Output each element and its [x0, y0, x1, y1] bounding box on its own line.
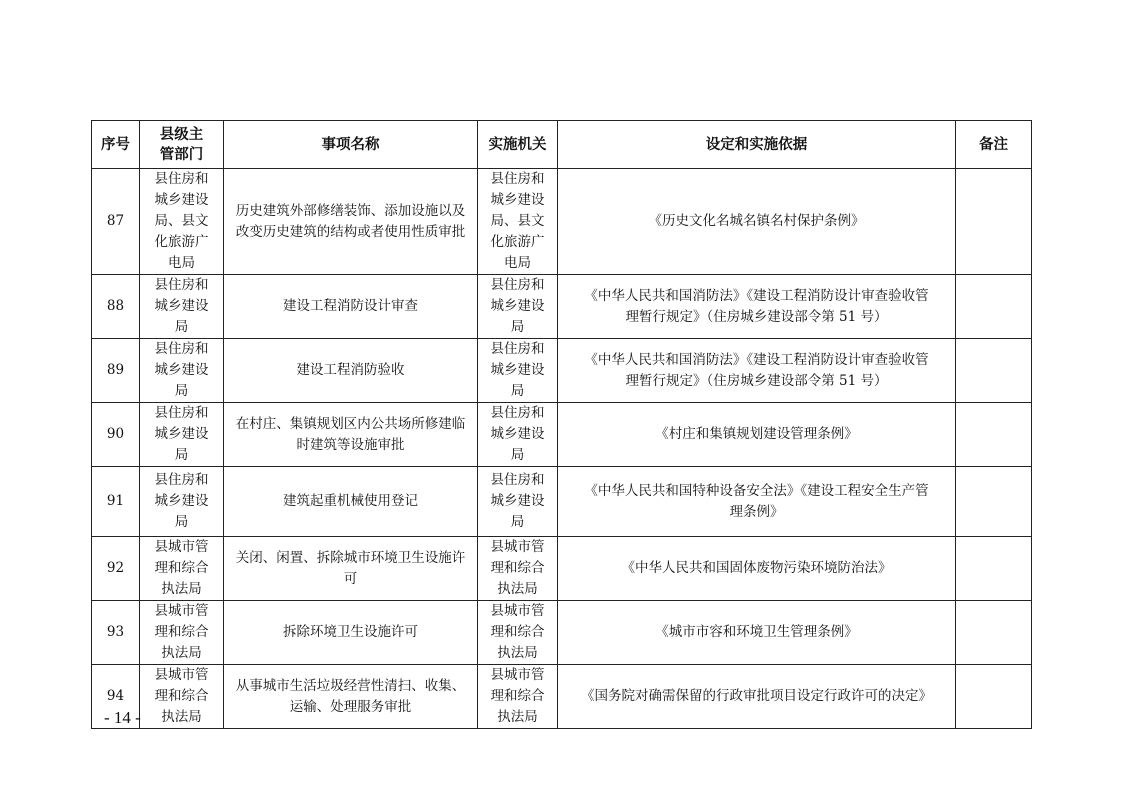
cell-dept: 县住房和城乡建设局 — [140, 339, 224, 403]
cell-no: 90 — [92, 403, 140, 467]
cell-basis: 《中华人民共和国消防法》《建设工程消防设计审查验收管理暂行规定》（住房城乡建设部令第 51 号） — [558, 339, 956, 403]
header-note: 备注 — [956, 121, 1032, 169]
cell-no: 89 — [92, 339, 140, 403]
cell-dept: 县住房和城乡建设局 — [140, 275, 224, 339]
header-basis: 设定和实施依据 — [558, 121, 956, 169]
cell-note — [956, 169, 1032, 275]
cell-item: 拆除环境卫生设施许可 — [224, 601, 478, 665]
cell-agency: 县住房和城乡建设局、县文化旅游广电局 — [478, 169, 558, 275]
cell-agency: 县城市管理和综合执法局 — [478, 601, 558, 665]
cell-item: 从事城市生活垃圾经营性清扫、收集、运输、处理服务审批 — [224, 665, 478, 729]
cell-note — [956, 275, 1032, 339]
cell-dept: 县城市管理和综合执法局 — [140, 601, 224, 665]
cell-item: 历史建筑外部修缮装饰、添加设施以及改变历史建筑的结构或者使用性质审批 — [224, 169, 478, 275]
cell-basis: 《中华人民共和国消防法》《建设工程消防设计审查验收管理暂行规定》（住房城乡建设部令第 51 号） — [558, 275, 956, 339]
cell-item: 在村庄、集镇规划区内公共场所修建临时建筑等设施审批 — [224, 403, 478, 467]
cell-agency: 县城市管理和综合执法局 — [478, 537, 558, 601]
header-no: 序号 — [92, 121, 140, 169]
cell-no: 87 — [92, 169, 140, 275]
cell-note — [956, 537, 1032, 601]
cell-note — [956, 403, 1032, 467]
table-header-row — [92, 121, 1032, 169]
table-row — [92, 601, 1032, 665]
cell-dept: 县住房和城乡建设局、县文化旅游广电局 — [140, 169, 224, 275]
cell-no: 92 — [92, 537, 140, 601]
cell-agency: 县住房和城乡建设局 — [478, 467, 558, 537]
cell-dept: 县住房和城乡建设局 — [140, 467, 224, 537]
cell-dept: 县住房和城乡建设局 — [140, 403, 224, 467]
table-row — [92, 275, 1032, 339]
cell-item: 建设工程消防设计审查 — [224, 275, 478, 339]
table-row — [92, 339, 1032, 403]
cell-basis: 《国务院对确需保留的行政审批项目设定行政许可的决定》 — [558, 665, 956, 729]
header-dept: 县级主管部门 — [140, 121, 224, 169]
table-row — [92, 665, 1032, 729]
cell-basis: 《历史文化名城名镇名村保护条例》 — [558, 169, 956, 275]
cell-note — [956, 601, 1032, 665]
cell-basis: 《中华人民共和国固体废物污染环境防治法》 — [558, 537, 956, 601]
cell-agency: 县城市管理和综合执法局 — [478, 665, 558, 729]
header-item: 事项名称 — [224, 121, 478, 169]
cell-no: 93 — [92, 601, 140, 665]
cell-basis: 《中华人民共和国特种设备安全法》《建设工程安全生产管理条例》 — [558, 467, 956, 537]
cell-no: 94 — [92, 665, 140, 729]
table-row — [92, 169, 1032, 275]
cell-note — [956, 339, 1032, 403]
cell-item: 建设工程消防验收 — [224, 339, 478, 403]
cell-dept: 县城市管理和综合执法局 — [140, 537, 224, 601]
cell-note — [956, 467, 1032, 537]
cell-basis: 《村庄和集镇规划建设管理条例》 — [558, 403, 956, 467]
cell-basis: 《城市市容和环境卫生管理条例》 — [558, 601, 956, 665]
table-row — [92, 403, 1032, 467]
cell-agency: 县住房和城乡建设局 — [478, 275, 558, 339]
cell-note — [956, 665, 1032, 729]
table-row — [92, 467, 1032, 537]
cell-no: 91 — [92, 467, 140, 537]
page-number: - 14 - — [104, 708, 141, 727]
cell-agency: 县住房和城乡建设局 — [478, 403, 558, 467]
cell-dept: 县城市管理和综合执法局 — [140, 665, 224, 729]
table-row — [92, 537, 1032, 601]
items-table — [91, 120, 1032, 729]
cell-no: 88 — [92, 275, 140, 339]
cell-item: 关闭、闲置、拆除城市环境卫生设施许可 — [224, 537, 478, 601]
cell-item: 建筑起重机械使用登记 — [224, 467, 478, 537]
cell-agency: 县住房和城乡建设局 — [478, 339, 558, 403]
header-agency: 实施机关 — [478, 121, 558, 169]
